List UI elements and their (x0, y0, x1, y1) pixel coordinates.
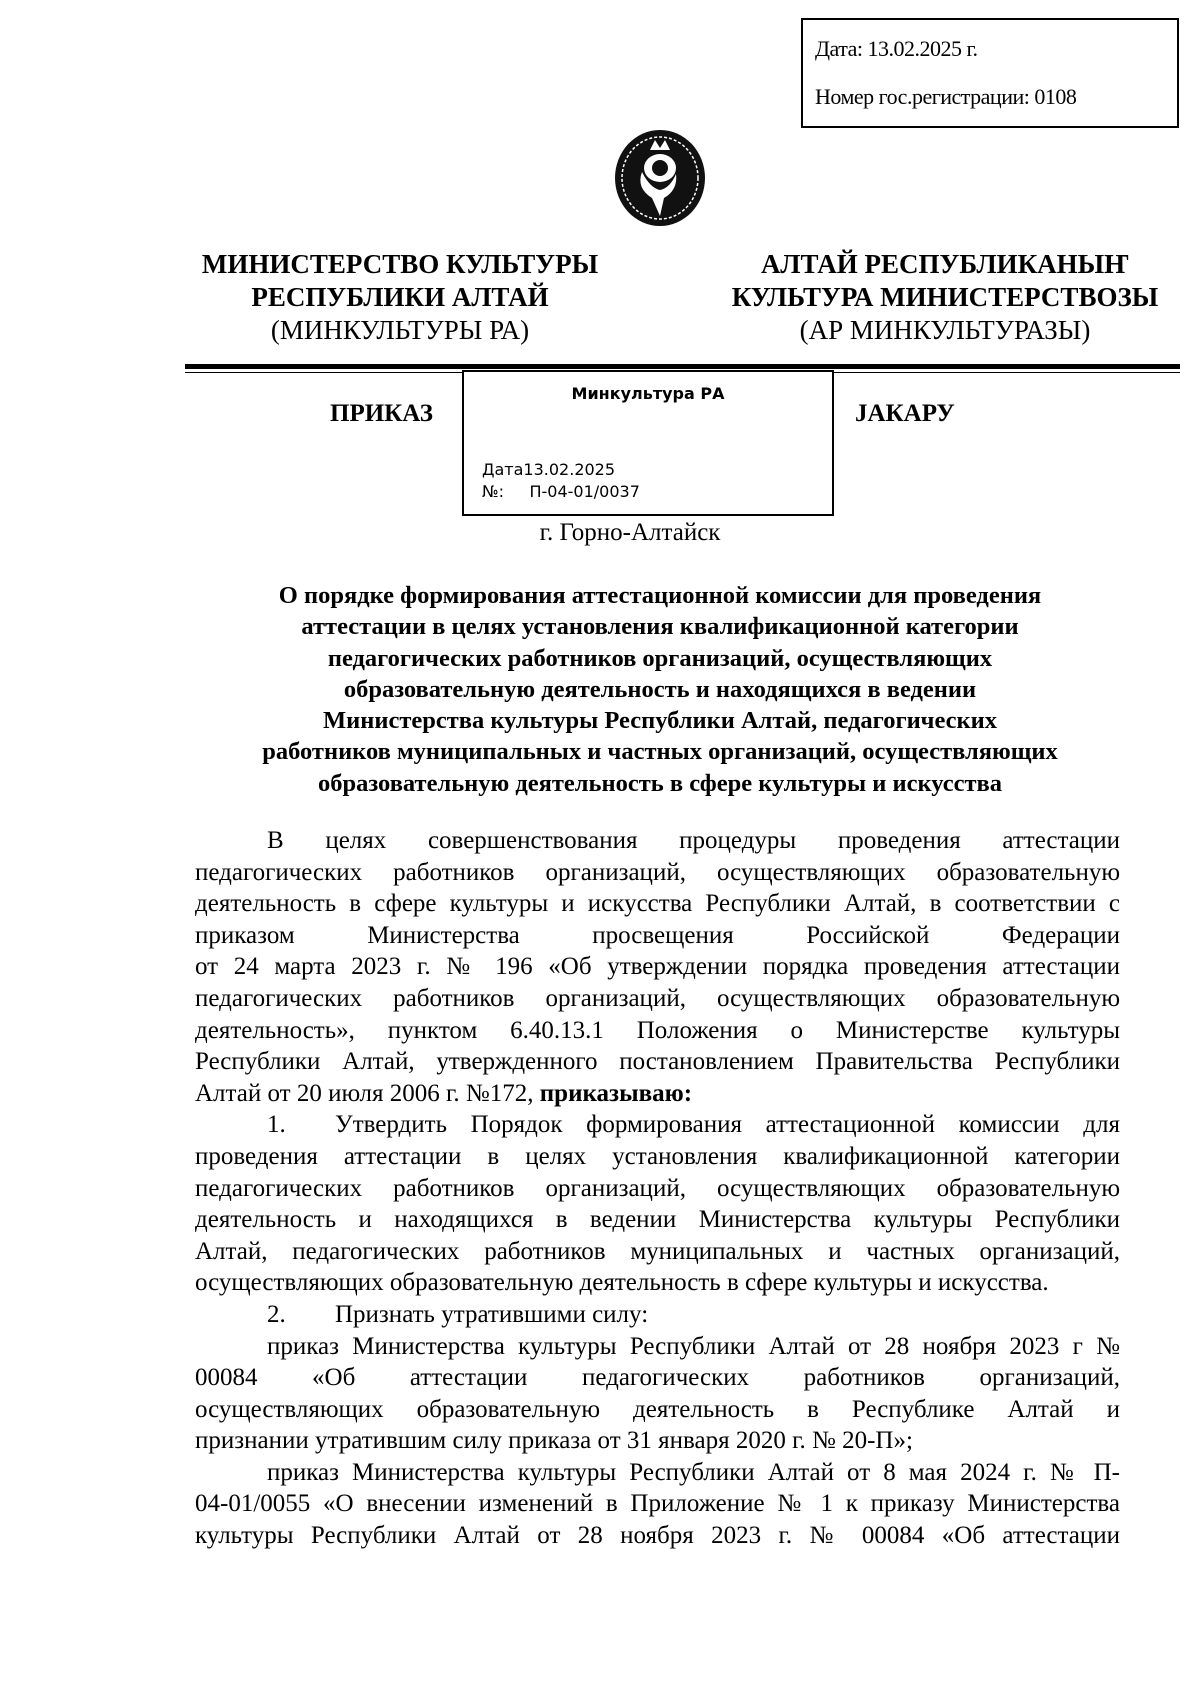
body-line: культуры Республики Алтай от 28 ноября 2023 г. № 00084 «Об аттестации (195, 1522, 1120, 1550)
body-line: деятельность и находящихся в ведении Министерства культуры Республики (195, 1206, 1120, 1234)
stamp-number: №: П-04-01/0037 (482, 482, 640, 501)
document-body (195, 825, 1120, 1552)
title-line: аттестации в целях установления квалификационной категории (301, 613, 1019, 641)
header-right-line1: АЛТАЙ РЕСПУБЛИКАНЫҤ (760, 249, 1130, 279)
registration-date: Дата: 13.02.2025 г. (815, 36, 978, 61)
body-line: от 24 марта 2023 г. № 196 «Об утверждении порядка проведения аттестации (195, 953, 1120, 981)
body-line: В целях совершенствования процедуры проведения аттестации (267, 827, 1120, 854)
order-word: приказываю: (539, 1079, 693, 1107)
item-number: 2. (267, 1300, 286, 1328)
title-line: образовательную деятельность в сфере культуры и искусства (317, 769, 1002, 797)
header-left-line2: РЕСПУБЛИКИ АЛТАЙ (251, 282, 549, 312)
body-line: Алтай, педагогических работников муниципальных и частных организаций, (195, 1237, 1120, 1265)
body-line (195, 1299, 1120, 1331)
body-line (195, 1109, 1120, 1141)
body-line: приказом Министерства просвещения Российской Федерации (195, 921, 1120, 949)
body-line: 00084 «Об аттестации педагогических работников организаций, (195, 1364, 1120, 1392)
title-line: Министерства культуры Республики Алтай, педагогических (322, 707, 998, 735)
header-left (140, 248, 660, 347)
body-line: деятельность», пунктом 6.40.13.1 Положения о Министерстве культуры (195, 1016, 1120, 1044)
body-line: осуществляющих образовательную деятельность в Республике Алтай и (195, 1395, 1120, 1423)
body-line (195, 1078, 1120, 1110)
title-line: работников муниципальных и частных организаций, осуществляющих (262, 738, 1058, 766)
body-line: педагогических работников организаций, осуществляющих образовательную (195, 1174, 1120, 1202)
body-line: проведения аттестации в целях установления квалификационной категории (195, 1142, 1120, 1170)
item-number: 1. (267, 1111, 286, 1139)
body-text: Утвердить Порядок формирования аттестационной комиссии для (335, 1111, 1120, 1139)
body-line: приказ Министерства культуры Республики Алтай от 28 ноября 2023 г № (267, 1332, 1120, 1360)
registration-box (801, 18, 1179, 128)
body-line: признании утратившим силу приказа от 31 января 2020 г. № 20-П»; (195, 1427, 913, 1455)
body-line: 04-01/0055 «О внесении изменений в Приложение № 1 к приказу Министерства (195, 1490, 1120, 1518)
title-line: педагогических работников организаций, осуществляющих (327, 644, 993, 672)
body-text: Алтай от 20 июля 2006 г. №172, (195, 1079, 540, 1107)
body-line: Республики Алтай, утвержденного постановлением Правительства Республики (195, 1048, 1120, 1076)
body-line: деятельность в сфере культуры и искусства Республики Алтай, в соответствии с (195, 890, 1120, 918)
order-title-alt: ЈАКАРУ (855, 400, 955, 427)
document-title (200, 580, 1120, 799)
emblem-icon (612, 128, 708, 233)
stamp-date: Дата13.02.2025 (482, 460, 616, 479)
body-line: осуществляющих образовательную деятельность в сфере культуры и искусства. (195, 1269, 1049, 1297)
header-left-line3: (МИНКУЛЬТУРЫ РА) (270, 315, 530, 345)
header-right-line2: КУЛЬТУРА МИНИСТЕРСТВОЗЫ (731, 282, 1159, 312)
registration-number: Номер гос.регистрации: 0108 (815, 84, 1077, 109)
header-left-line1: МИНИСТЕРСТВО КУЛЬТУРЫ (201, 249, 599, 279)
body-line: педагогических работников организаций, осуществляющих образовательную (195, 984, 1120, 1012)
header-right-line3: (АР МИНКУЛЬТУРАЗЫ) (799, 315, 1091, 345)
stamp-org: Минкультура РА (571, 384, 725, 403)
body-line: приказ Министерства культуры Республики Алтай от 8 мая 2024 г. № П- (267, 1458, 1120, 1486)
header-divider-thick (185, 364, 1180, 369)
body-text: Признать утратившими силу: (335, 1300, 649, 1328)
registration-stamp (462, 370, 834, 516)
body-line: педагогических работников организаций, осуществляющих образовательную (195, 858, 1120, 886)
title-line: образовательную деятельность и находящихся в ведении (343, 675, 977, 703)
title-line: О порядке формирования аттестационной комиссии для проведения (278, 582, 1042, 609)
order-title-ru: ПРИКАЗ (330, 400, 433, 427)
header-right (685, 248, 1200, 347)
city: г. Горно-Алтайск (539, 519, 721, 546)
